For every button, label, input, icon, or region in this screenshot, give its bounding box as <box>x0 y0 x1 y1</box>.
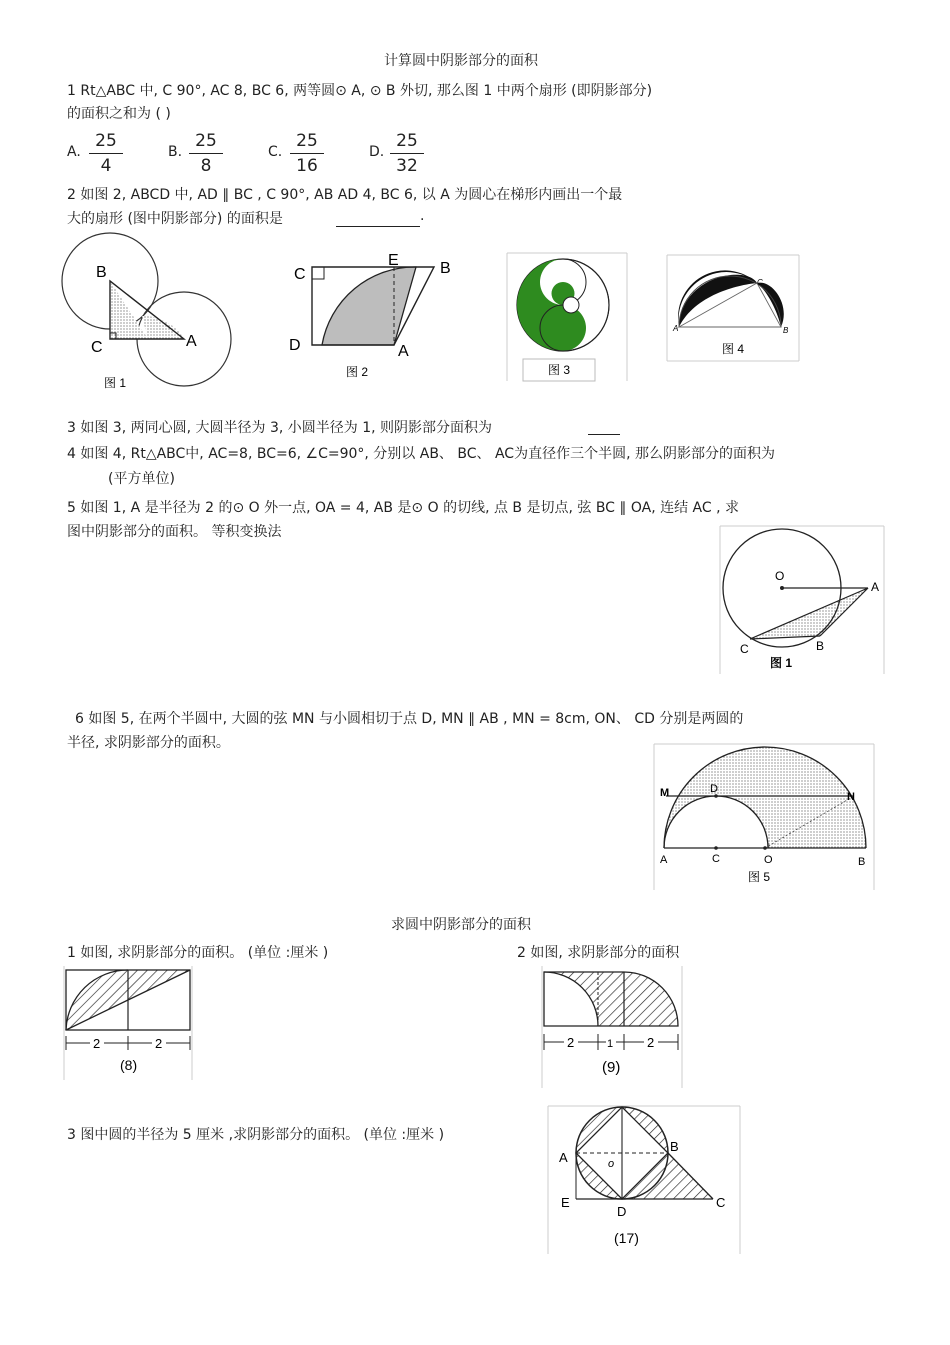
section-2-title: 求圆中阴影部分的面积 <box>391 917 531 933</box>
option-d-fraction <box>390 131 424 176</box>
figure-4 <box>667 255 801 363</box>
label-a: A <box>673 324 679 333</box>
caption-q6-figure: 图 5 <box>748 870 771 884</box>
figure-q6 <box>654 744 876 890</box>
label-e: E <box>388 252 399 269</box>
caption-fig3: 图 3 <box>548 363 571 377</box>
answer-blank-q2[interactable] <box>336 226 420 227</box>
label-d: D <box>289 337 301 354</box>
question-4-line1: 4 如图 4, Rt△ABC中, AC=8, BC=6, ∠C=90°, 分别以 AB、 BC、 AC为直径作三个半圆, 那么阴影部分的面积为 <box>67 446 775 462</box>
caption-p2: (9) <box>602 1059 621 1076</box>
figure-p2 <box>540 966 686 1088</box>
label-c: C <box>716 1195 726 1210</box>
label-c: C <box>294 266 306 283</box>
label-a: A <box>398 343 409 360</box>
label-d: D <box>710 783 718 795</box>
dim-middle: 1 <box>607 1038 614 1050</box>
dim-left: 2 <box>93 1036 101 1051</box>
question-5-line1: 5 如图 1, A 是半径为 2 的⊙ O 外一点, OA = 4, AB 是⊙ O 的切线, 点 B 是切点, 弦 BC ∥ OA, 连结 AC , 求 <box>67 500 740 516</box>
question-6-line1: 6 如图 5, 在两个半圆中, 大圆的弦 MN 与小圆相切于点 D, MN ∥ AB , MN = 8cm, ON、 CD 分别是两圆的 <box>75 711 744 727</box>
caption-fig2: 图 2 <box>346 365 369 379</box>
shaded-quarter-circle <box>624 972 678 1026</box>
label-c: C <box>757 278 763 287</box>
label-n: N <box>847 791 855 803</box>
option-b-denominator: 8 <box>200 156 212 176</box>
label-e: E <box>561 1195 570 1210</box>
label-o: o <box>608 1158 615 1170</box>
question-2-period: . <box>420 208 425 224</box>
inner-small-circle <box>563 297 579 313</box>
option-b-label: B. <box>168 144 183 160</box>
label-b: B <box>440 260 451 277</box>
page-title: 计算圆中阴影部分的面积 <box>384 53 538 69</box>
question-2-line1: 2 如图 2, ABCD 中, AD ∥ BC , C 90°, AB AD 4, BC 6, 以 A 为圆心在梯形内画出一个最 <box>67 187 623 203</box>
caption-fig4: 图 4 <box>722 342 745 356</box>
option-c-fraction <box>290 131 324 176</box>
option-c-numerator: 25 <box>290 131 324 154</box>
figure-1 <box>60 232 240 392</box>
problem-1-text: 1 如图, 求阴影部分的面积。 (单位 :厘米 ) <box>67 945 329 961</box>
right-angle-mark <box>312 267 324 279</box>
answer-blank-q3[interactable] <box>588 434 620 435</box>
label-c: C <box>712 853 720 865</box>
label-a: A <box>559 1150 568 1165</box>
option-d-denominator: 32 <box>396 156 418 176</box>
lune-cb-shaded <box>757 283 784 327</box>
question-4-line2: (平方单位) <box>108 471 175 487</box>
lune-ac-shaded <box>679 275 757 327</box>
label-b: B <box>858 856 866 868</box>
option-d-numerator: 25 <box>390 131 424 154</box>
problem-2-text: 2 如图, 求阴影部分的面积 <box>517 945 680 961</box>
option-a-numerator: 25 <box>89 131 123 154</box>
label-a: A <box>186 333 197 350</box>
figure-q5 <box>720 526 886 674</box>
label-a: A <box>660 854 668 866</box>
option-c-denominator: 16 <box>296 156 318 176</box>
option-b-fraction <box>189 131 223 176</box>
label-a: A <box>871 580 880 594</box>
question-3: 3 如图 3, 两同心圆, 大圆半径为 3, 小圆半径为 1, 则阴影部分面积为 <box>67 420 493 436</box>
label-m: M <box>660 787 670 799</box>
label-b: B <box>783 326 789 335</box>
sector-a-shaded <box>142 316 184 339</box>
label-b: B <box>670 1139 679 1154</box>
label-o: O <box>764 854 773 866</box>
figure-2 <box>286 252 456 382</box>
option-a-fraction <box>89 131 123 176</box>
option-a-denominator: 4 <box>100 156 112 176</box>
point-c <box>714 846 718 850</box>
option-d-label: D. <box>369 144 385 160</box>
dim-right: 2 <box>647 1035 655 1050</box>
option-c-label: C. <box>268 144 283 160</box>
sector-b-shaded <box>110 281 148 339</box>
label-o: O <box>775 569 785 583</box>
question-6-line2: 半径, 求阴影部分的面积。 <box>67 735 230 751</box>
label-d: D <box>617 1204 627 1219</box>
caption-fig1: 图 1 <box>104 376 127 390</box>
sector-shaded <box>322 267 416 345</box>
caption-p3: (17) <box>614 1230 639 1246</box>
option-b-numerator: 25 <box>189 131 223 154</box>
dim-right: 2 <box>155 1036 163 1051</box>
label-c: C <box>740 642 749 656</box>
figure-p3 <box>548 1106 742 1254</box>
label-b: B <box>816 639 825 653</box>
question-5-line2: 图中阴影部分的面积。 等积变换法 <box>67 524 282 540</box>
label-c: C <box>91 339 103 356</box>
caption-q5-figure: 图 1 <box>770 656 793 670</box>
point-o <box>780 586 784 590</box>
figure-3 <box>507 253 629 381</box>
problem-3-text: 3 图中圆的半径为 5 厘米 ,求阴影部分的面积。 (单位 :厘米 ) <box>67 1127 445 1143</box>
question-2-line2: 大的扇形 (图中阴影部分) 的面积是 <box>67 211 283 227</box>
dim-left: 2 <box>567 1035 575 1050</box>
question-1-line1: 1 Rt△ABC 中, C 90°, AC 8, BC 6, 两等圆⊙ A, ⊙ B 外切, 那么图 1 中两个扇形 (即阴影部分) <box>67 83 653 99</box>
option-a-label: A. <box>67 144 81 160</box>
label-b: B <box>96 264 107 281</box>
caption-p1: (8) <box>120 1057 138 1073</box>
question-1-line2: 的面积之和为 ( ) <box>67 106 171 122</box>
point-o <box>763 846 767 850</box>
figure-p1 <box>62 966 196 1082</box>
